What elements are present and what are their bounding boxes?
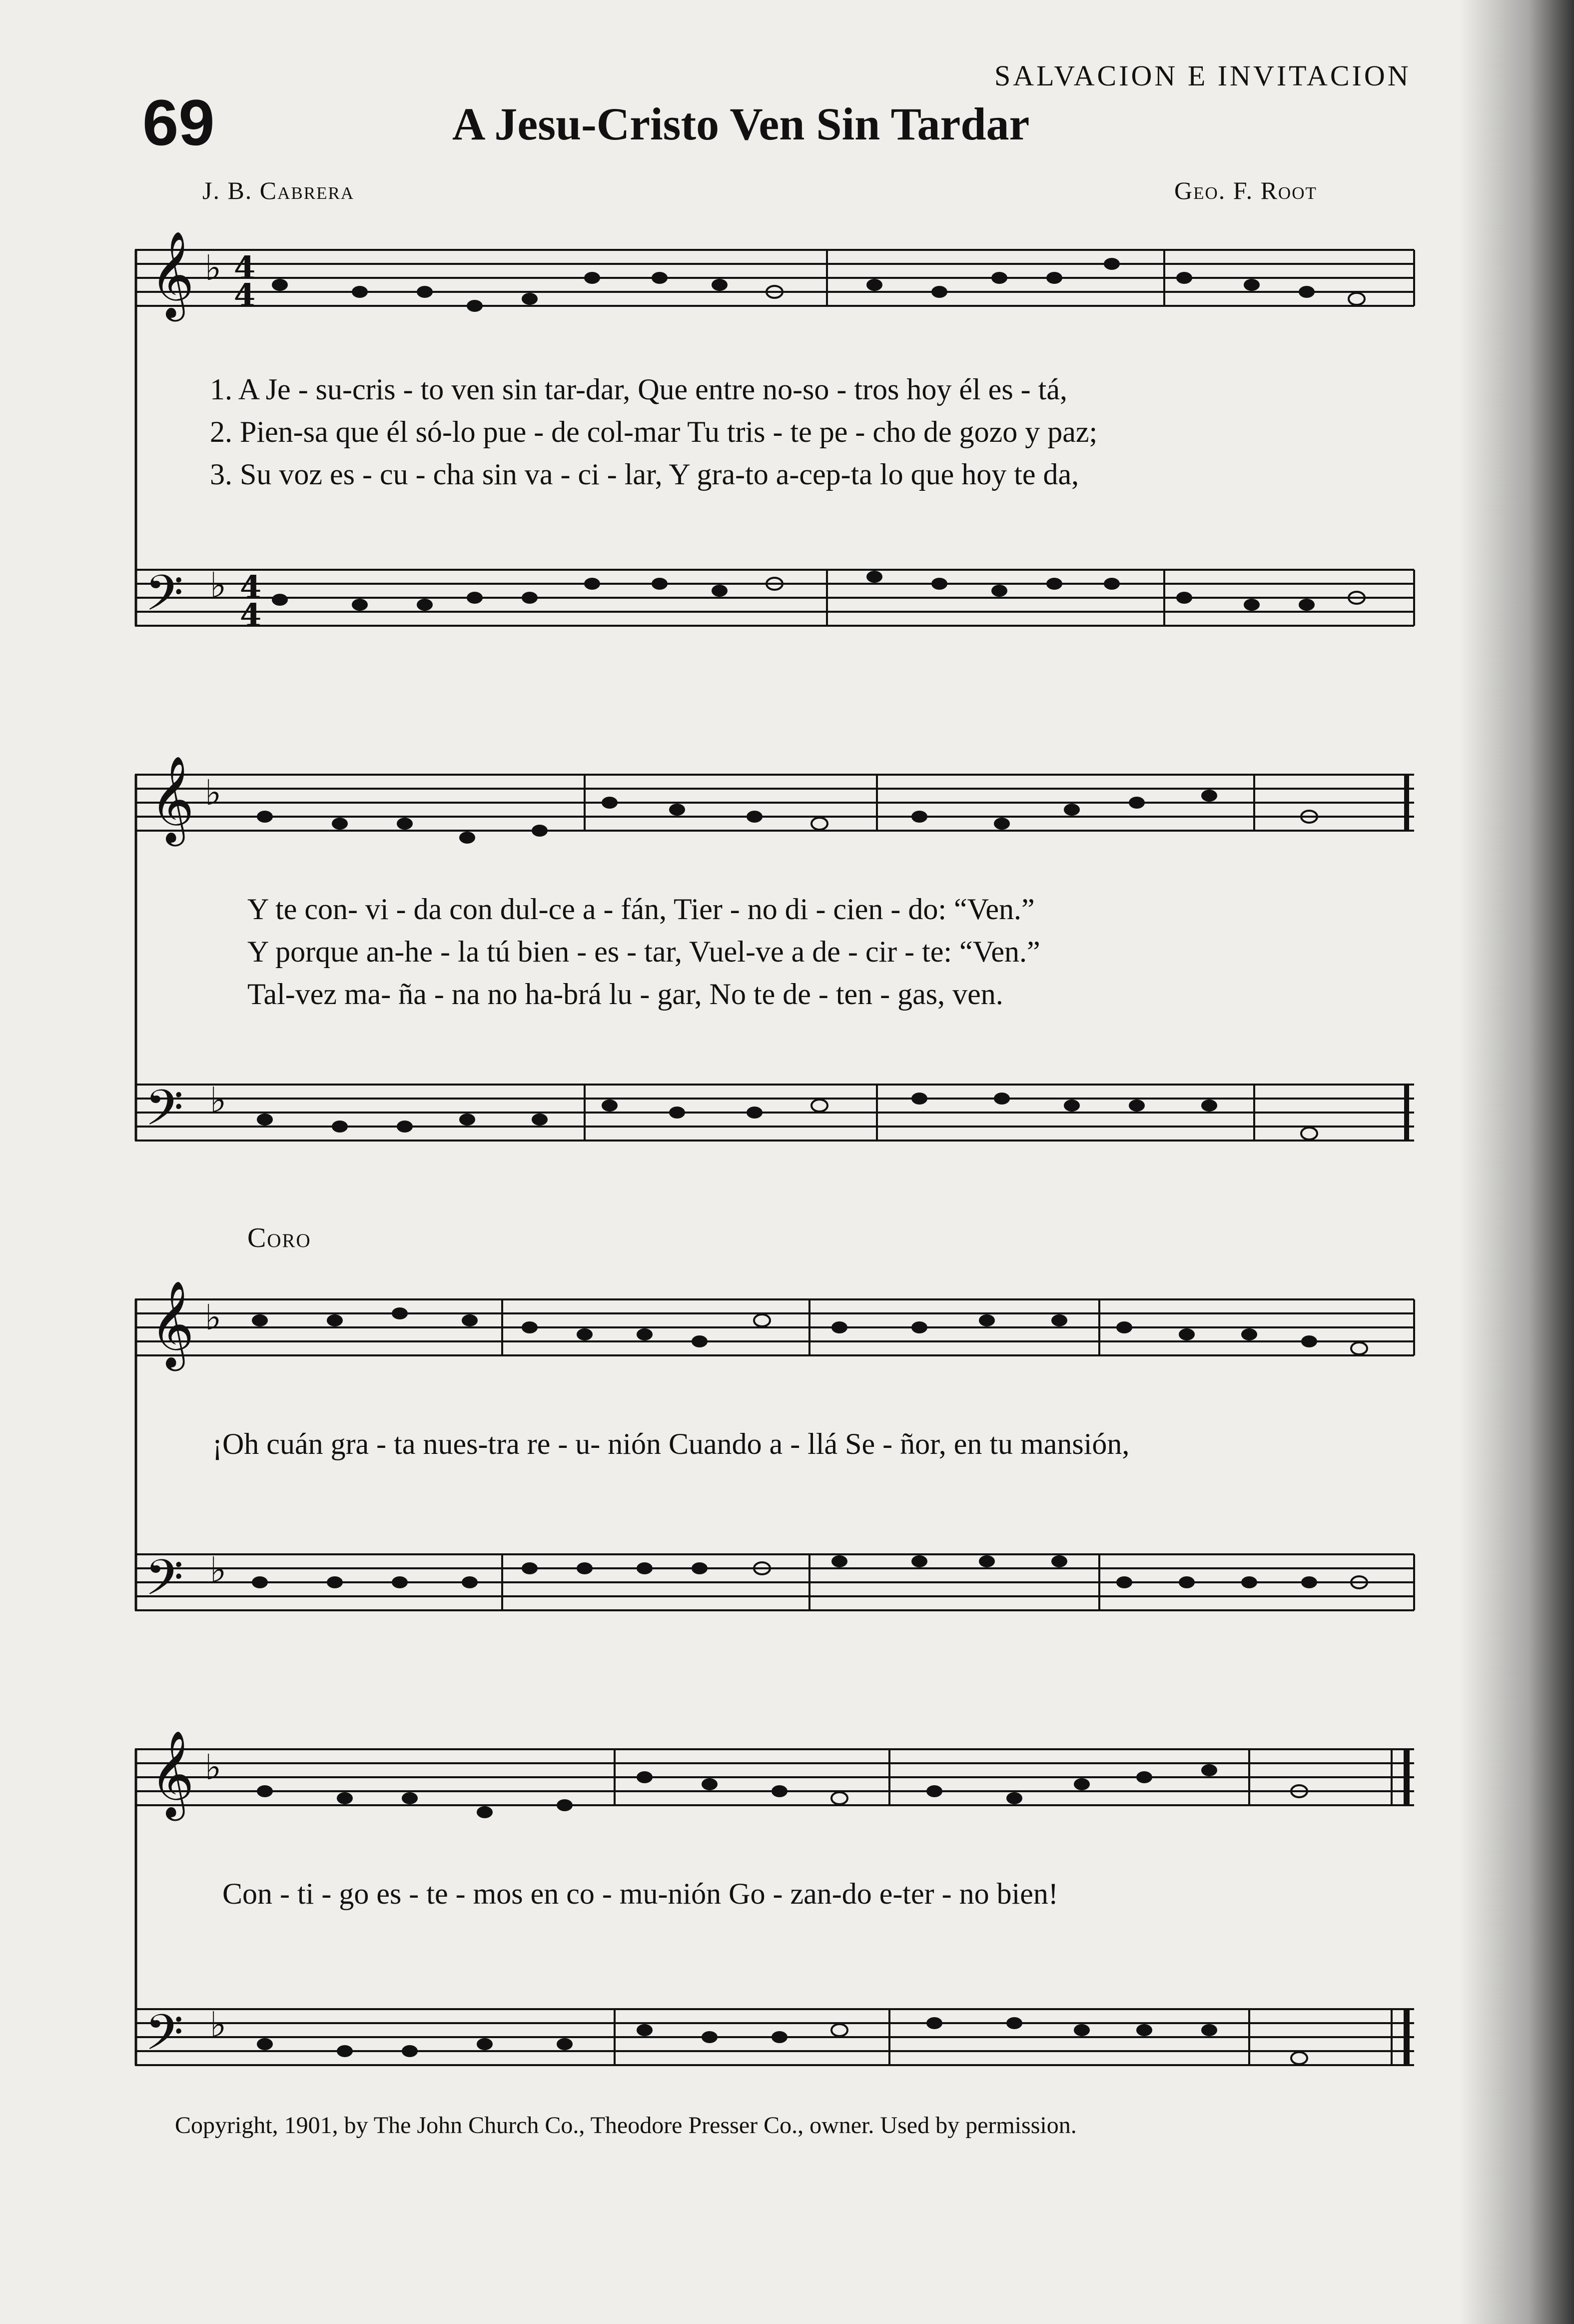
hymn-number: 69	[142, 86, 215, 159]
lyric-line: 3. Su voz es - cu - cha sin va - ci - lar, Y gra-to a-cep-ta lo que hoy te da,	[210, 458, 1079, 491]
svg-text:𝄞: 𝄞	[150, 1730, 194, 1817]
svg-text:𝄢: 𝄢	[145, 1080, 184, 1149]
copyright-notice: Copyright, 1901, by The John Church Co., Theodore Presser Co., owner. Used by permission.	[175, 2112, 1077, 2139]
svg-text:♭: ♭	[205, 1747, 222, 1788]
lyric-line: 1. A Je - su-cris - to ven sin tar-dar, Que entre no-so - tros hoy él es - tá,	[210, 373, 1067, 406]
lyric-line: Y porque an-he - la tú bien - es - tar, Vuel-ve a de - cir - te: “Ven.”	[247, 935, 1040, 968]
svg-text:♭: ♭	[210, 2004, 227, 2045]
hymn-title: A Jesu-Cristo Ven Sin Tardar	[452, 98, 1030, 149]
flat-icon: ♭	[205, 247, 222, 288]
section-label: SALVACION E INVITACION	[994, 59, 1411, 92]
lyric-line: ¡Oh cuán gra - ta nues-tra re - u- nión Cuando a - llá Se - ñor, en tu mansión,	[212, 1427, 1130, 1460]
lyric-line: Tal-vez ma- ña - na no ha-brá lu - gar, No te de - ten - gas, ven.	[247, 978, 1003, 1011]
treble-clef-icon: 𝄞	[150, 231, 194, 318]
lyric-line: 2. Pien-sa que él só-lo pue - de col-mar Tu tris - te pe - cho de gozo y paz;	[210, 415, 1098, 448]
lyric-line: Y te con- vi - da con dul-ce a - fán, Tier - no di - cien - do: “Ven.”	[247, 893, 1035, 926]
chorus-label: Coro	[247, 1222, 311, 1253]
svg-text:4: 4	[234, 277, 256, 313]
svg-text:♭: ♭	[210, 1080, 227, 1121]
bass-clef-icon: 𝄢	[145, 565, 184, 634]
composer-credit: Geo. F. Root	[1174, 176, 1317, 204]
svg-text:♭: ♭	[205, 772, 222, 813]
svg-text:♭: ♭	[205, 1297, 222, 1338]
author-credit: J. B. Cabrera	[202, 176, 355, 204]
svg-text:4: 4	[240, 569, 262, 605]
svg-text:4: 4	[234, 249, 256, 286]
lyric-line: Con - ti - go es - te - mos en co - mu-nión Go - zan-do e-ter - no bien!	[222, 1877, 1058, 1910]
svg-text:♭: ♭	[210, 1549, 227, 1590]
svg-text:𝄢: 𝄢	[145, 1549, 184, 1619]
svg-text:♭: ♭	[210, 565, 227, 606]
svg-text:𝄞: 𝄞	[150, 1280, 194, 1367]
svg-text:𝄢: 𝄢	[145, 2004, 184, 2074]
svg-text:𝄞: 𝄞	[150, 756, 194, 843]
svg-text:4: 4	[240, 597, 262, 633]
